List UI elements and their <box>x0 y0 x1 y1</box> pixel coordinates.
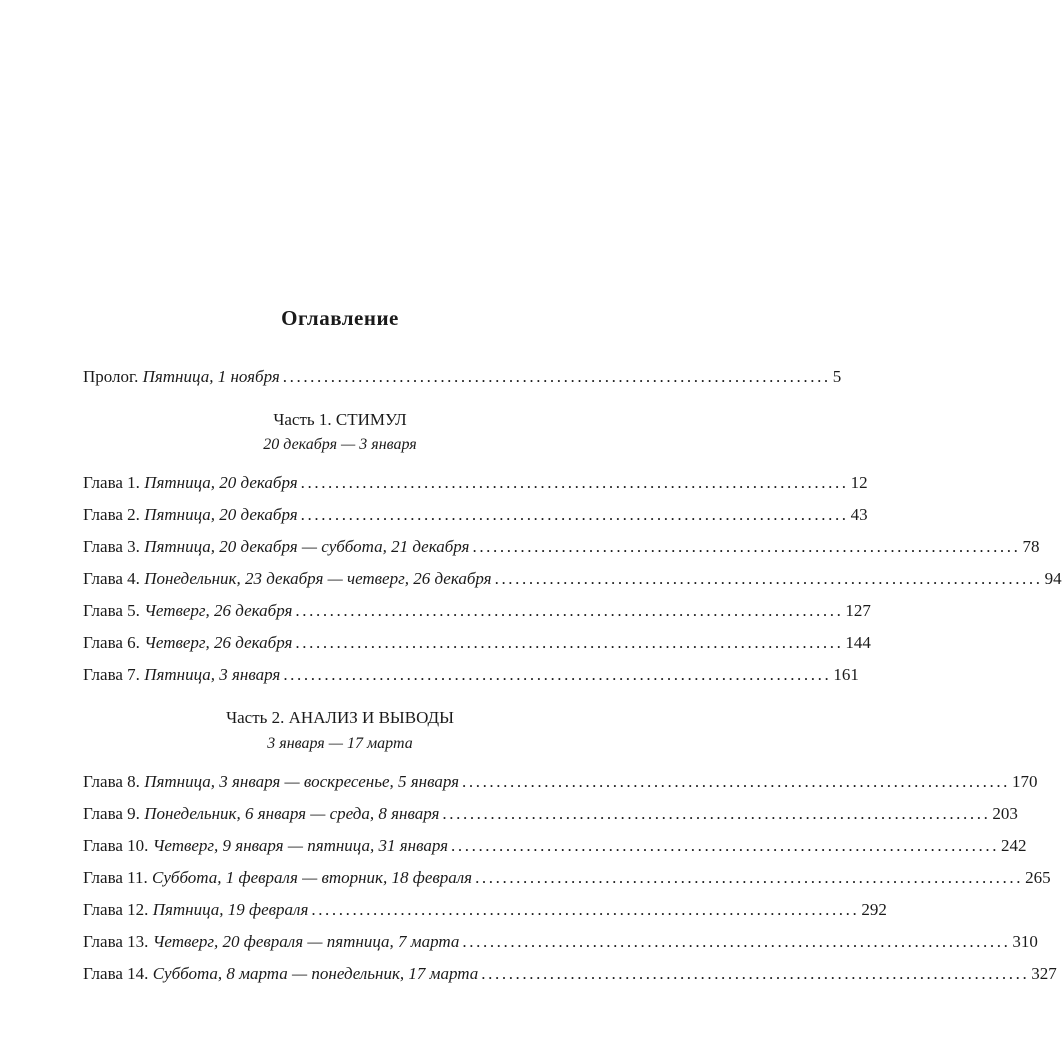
entry-page-number: 310 <box>1012 932 1038 951</box>
entry-label: Глава 5. <box>83 601 140 620</box>
toc-entry[interactable] <box>83 566 1062 592</box>
toc-entry[interactable] <box>83 929 1038 955</box>
entry-label: Глава 8. <box>83 772 140 791</box>
entry-subtitle: Пятница, 19 февраля <box>152 900 309 919</box>
leader-dots: ................................................................................ <box>300 505 849 524</box>
entry-page-number: 203 <box>992 804 1018 823</box>
entry-subtitle: Пятница, 1 ноября <box>142 367 280 386</box>
toc-entry[interactable] <box>83 833 1027 859</box>
entry-page-number: 327 <box>1031 964 1057 983</box>
entry-page-number: 144 <box>845 633 871 652</box>
entry-subtitle: Четверг, 26 декабря <box>144 633 293 652</box>
leader-dots: ................................................................................ <box>442 804 991 823</box>
leader-dots: ................................................................................ <box>295 633 844 652</box>
entry-label: Глава 4. <box>83 569 140 588</box>
entry-label: Пролог. <box>83 367 139 386</box>
leader-dots: ................................................................................ <box>462 932 1011 951</box>
entry-label: Глава 7. <box>83 665 140 684</box>
part-dates: 3 января — 17 марта <box>267 735 413 752</box>
leader-dots: ................................................................................ <box>475 868 1024 887</box>
entry-subtitle: Четверг, 26 декабря <box>144 601 293 620</box>
entry-label: Глава 3. <box>83 537 140 556</box>
entry-subtitle: Пятница, 3 января <box>144 665 281 684</box>
leader-dots: ................................................................................ <box>283 665 832 684</box>
entry-subtitle: Понедельник, 23 декабря — четверг, 26 декабря <box>144 569 492 588</box>
toc-entry[interactable] <box>83 470 868 496</box>
entry-subtitle: Четверг, 9 января — пятница, 31 января <box>152 836 449 855</box>
entry-page-number: 161 <box>833 665 859 684</box>
toc-entry[interactable] <box>83 662 859 688</box>
entry-page-number: 5 <box>832 367 842 386</box>
toc-entry[interactable] <box>83 961 1057 987</box>
leader-dots: ................................................................................ <box>481 964 1030 983</box>
toc-entry[interactable] <box>83 534 1040 560</box>
entry-subtitle: Суббота, 8 марта — понедельник, 17 марта <box>152 964 479 983</box>
entry-page-number: 242 <box>1001 836 1027 855</box>
entry-page-number: 265 <box>1025 868 1051 887</box>
entry-page-number: 12 <box>850 473 868 492</box>
toc-entry[interactable] <box>83 769 1038 795</box>
leader-dots: ................................................................................ <box>295 601 844 620</box>
entry-page-number: 292 <box>861 900 887 919</box>
entry-label: Глава 12. <box>83 900 149 919</box>
part-dates: 20 декабря — 3 января <box>263 436 417 453</box>
leader-dots: ................................................................................ <box>462 772 1011 791</box>
entry-subtitle: Пятница, 20 декабря <box>144 505 298 524</box>
leader-dots: ................................................................................ <box>282 367 831 386</box>
leader-dots: ................................................................................ <box>311 900 860 919</box>
entry-label: Глава 6. <box>83 633 140 652</box>
entry-label: Глава 1. <box>83 473 140 492</box>
toc-title: Оглавление <box>281 306 399 330</box>
entry-label: Глава 14. <box>83 964 149 983</box>
entry-label: Глава 11. <box>83 868 148 887</box>
entry-page-number: 127 <box>845 601 871 620</box>
entry-label: Глава 10. <box>83 836 149 855</box>
entry-page-number: 43 <box>850 505 868 524</box>
toc-entry-prologue[interactable] <box>83 364 842 390</box>
toc-entry[interactable] <box>83 598 871 624</box>
entry-page-number: 170 <box>1012 772 1038 791</box>
toc-entry[interactable] <box>83 502 868 528</box>
toc-entry[interactable] <box>83 801 1018 827</box>
leader-dots: ................................................................................ <box>300 473 849 492</box>
entry-subtitle: Пятница, 20 декабря <box>144 473 298 492</box>
entry-subtitle: Суббота, 1 февраля — вторник, 18 февраля <box>152 868 473 887</box>
toc-entry[interactable] <box>83 865 1051 891</box>
leader-dots: ................................................................................ <box>472 537 1021 556</box>
entry-subtitle: Пятница, 20 декабря — суббота, 21 декабря <box>144 537 470 556</box>
entry-subtitle: Четверг, 20 февраля — пятница, 7 марта <box>152 932 460 951</box>
part-title: Часть 2. АНАЛИЗ И ВЫВОДЫ <box>226 708 454 727</box>
entry-page-number: 94 <box>1044 569 1062 588</box>
entry-subtitle: Понедельник, 6 января — среда, 8 января <box>144 804 440 823</box>
leader-dots: ................................................................................ <box>494 569 1043 588</box>
toc-entry[interactable] <box>83 897 887 923</box>
leader-dots: ................................................................................ <box>451 836 1000 855</box>
toc-entry[interactable] <box>83 630 871 656</box>
entry-page-number: 78 <box>1022 537 1040 556</box>
entry-label: Глава 13. <box>83 932 149 951</box>
entry-label: Глава 9. <box>83 804 140 823</box>
part-title: Часть 1. СТИМУЛ <box>273 410 407 429</box>
entry-label: Глава 2. <box>83 505 140 524</box>
entry-subtitle: Пятница, 3 января — воскресенье, 5 января <box>144 772 460 791</box>
